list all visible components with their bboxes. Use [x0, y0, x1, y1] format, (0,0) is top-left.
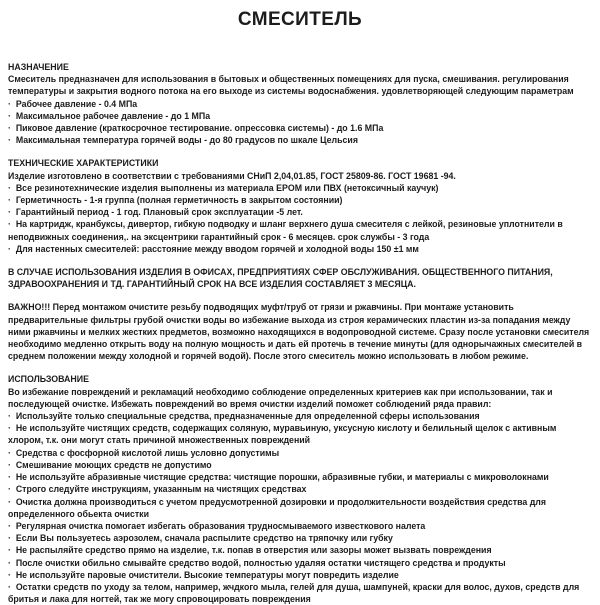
section-heading: ТЕХНИЧЕСКИЕ ХАРАКТЕРИСТИКИ [8, 158, 159, 169]
bullet-item: · Рабочее давление - 0.4 МПа [8, 98, 592, 110]
bullet-item: · Не используйте паровые очистители. Высокие температуры могут повредить изделие [8, 569, 592, 581]
bullet-item: · Максимальная температура горячей воды - до 80 градусов по шкале Цельсия [8, 134, 592, 146]
bullet-item: · Не используйте чистящих средств, содержащих соляную, муравьиную, уксусную кислоту и белильный щелок с активным хлором, т.к. они могут стать причиной множественных повреждений [8, 422, 592, 446]
bullet-item: · Все резинотехнические изделия выполнены из материала EPOM или ПВХ (нетоксичный каучук) [8, 182, 592, 194]
bullet-item: · Максимальное рабочее давление - до 1 МПа [8, 110, 592, 122]
section-intro: Смеситель предназначен для использования в бытовых и общественных помещениях для пуска, смешивания. регулирования температуры и закрытия водного потока на его выходе из системы водоснабжения. удовлетворяющей следующим параметрам [8, 74, 574, 97]
bullet-item: · Не используйте абразивные чистящие средства: чистящие порошки, абразивные губки, и материалы с микроволокнами [8, 471, 592, 483]
section-important-notice [8, 301, 592, 362]
page-title: СМЕСИТЕЛЬ [237, 9, 363, 30]
bullet-item: · Средства с фосфорной кислотой лишь условно допустимы [8, 447, 592, 459]
section-heading: НАЗНАЧЕНИЕ [8, 62, 69, 72]
bullet-item: · Пиковое давление (краткосрочное тестирование. опрессовка системы) - до 1.6 МПа [8, 122, 592, 134]
section-office-warranty-notice [8, 266, 592, 290]
bullet-item: · Очистка должна производиться с учетом предусмотренной дозировки и продолжительности воздействия средства для определенного обьекта очистки [8, 496, 592, 520]
section-tech-specs [8, 157, 592, 255]
bullet-item: · После очистки обильно смывайте средство водой, полностью удаляя остатки чистящего средства и продукты [8, 557, 592, 569]
section-purpose [8, 61, 592, 146]
bullet-item: · Остатки средств по уходу за телом, например, жчдкого мыла, гелей для душа, шампуней, краски для волос, духов, средств для бритья и лака для ногтей, так же могу спровоцировать повреждения [8, 581, 592, 605]
bullet-item: · Герметичность - 1-я группа (полная герметичность в закрытом состоянии) [8, 194, 592, 206]
bullet-item: · Регулярная очистка помогает избегать образования трудносмываемого известкового налета [8, 520, 592, 532]
bullet-item: · Для настенных смесителей: расстояние между вводом горячей и холодной воды 150 ±1 мм [8, 243, 592, 255]
bullet-item: · На картридж, кранбуксы, дивертор, гибкую подводку и шланг верхнего душа смесителя с лейкой, резиновые уплотнители в неподвижных соединения,. на эксцентрики гарантийный срок - 6 месяцев. срок службы - 3 года [8, 218, 592, 242]
important-paragraph: ВАЖНО!!! Перед монтажом очистите резьбу подводящих муфт/труб от грязи и ржавчины. При монтаже установить предварительные фильтры грубой очистки воды во избежание выхода из строя керамических пластин из-за попадания между ними ржавчины и мелких жестких предметов, возможно находящихся в водопроводной системе. Сразу после установки смесителя необходимо медленно открыть воду на полную мощность и дать ей протечь в течение минуты (для однорычажных смесителей в среднем положении между холодной и горячей водой). После этого смеситель можно использовать в любом режиме. [8, 302, 590, 362]
bullet-item: · Гарантийный период - 1 год. Плановый срок эксплуатации -5 лет. [8, 206, 592, 218]
section-heading: ИСПОЛЬЗОВАНИЕ [8, 374, 89, 385]
bullet-item: · Используйте только специальные средства, предназначенные для определенной сферы использования [8, 410, 592, 422]
bullet-item: · Строго следуйте инструкциям, указанным на чистящих средствах [8, 483, 592, 495]
section-usage [8, 373, 592, 605]
bullet-item: · Смешивание моющих средств не допустимо [8, 459, 592, 471]
bullet-item: · Не распыляйте средство прямо на изделие, т.к. попав в отверстия или зазоры может вызвать повреждения [8, 544, 592, 556]
section-intro: Во избежание повреждений и рекламаций необходимо соблюдение определенных критериев как при использовании, так и последующей очистке. Избежать повреждений во время очистки изделий поможет соблюдений ряда правил: [8, 386, 553, 409]
bullet-item: · Если Вы пользуетесь аэрозолем, сначала распылите средство на тряпочку или губку [8, 532, 592, 544]
notice-paragraph: В СЛУЧАЕ ИСПОЛЬЗОВАНИЯ ИЗДЕЛИЯ В ОФИСАХ, ПРЕДПРИЯТИЯХ СФЕР ОБСЛУЖИВАНИЯ. ОБЩЕСТВЕННОГО ПИТАНИЯ, ЗДРАВООХРАНЕНИЯ И ТД. ГАРАНТИЙНЫЙ СРОК НА ВСЕ ИЗДЕЛИЯ СОСТАВЛЯЕТ 3 МЕСЯЦА. [8, 267, 553, 290]
section-intro: Изделие изготовлено в соответствии с требованиями СНиП 2,04,01.85, ГОСТ 25809-86. ГОСТ 19681 -94. [8, 170, 456, 181]
